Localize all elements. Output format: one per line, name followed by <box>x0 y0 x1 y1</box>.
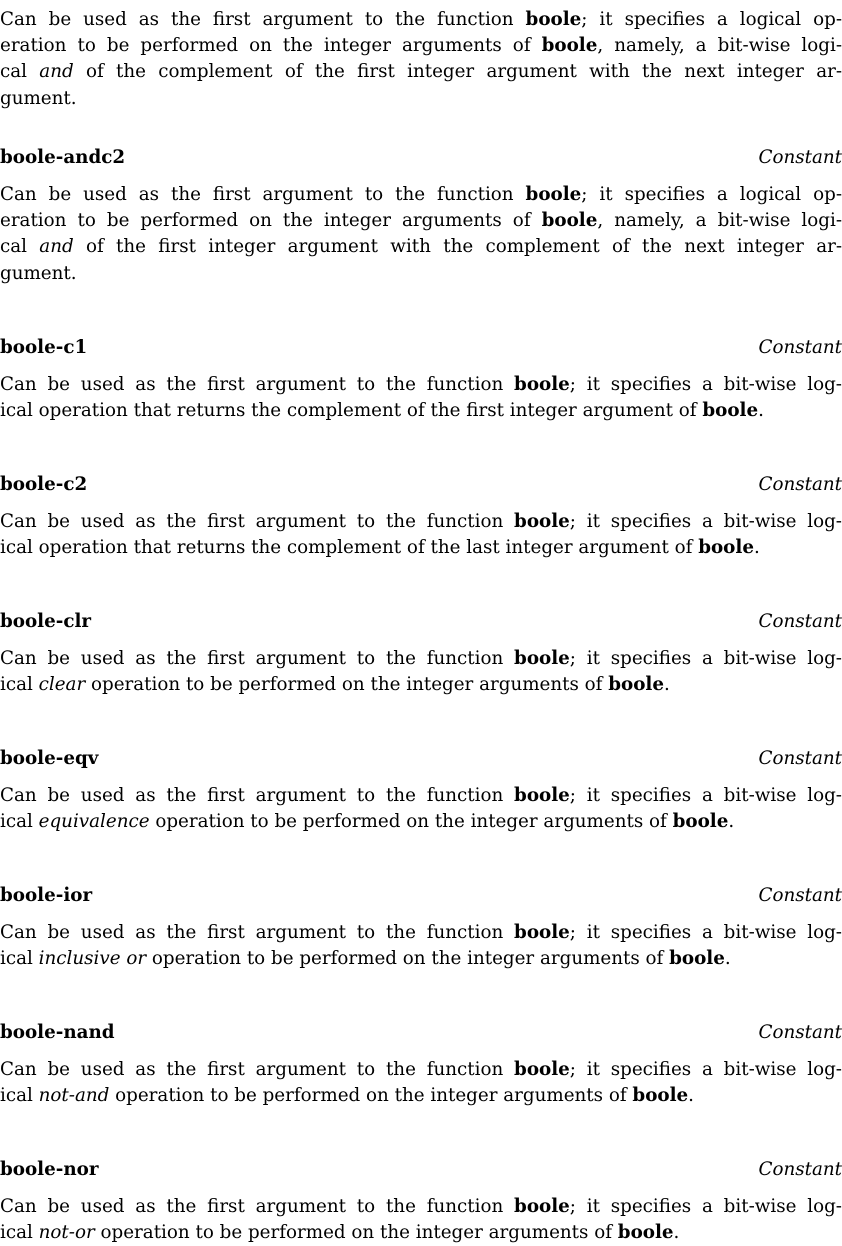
text-line: gument. <box>0 87 77 109</box>
text-line: ical equivalence operation to be performed on the integer arguments of boole. <box>0 811 735 833</box>
entry-name: boole-clr <box>0 611 92 632</box>
entry-boole-eqv <box>0 746 842 835</box>
text-line: Can be used as the first argument to the function boole; it specifies a bit-wise log- <box>0 374 842 395</box>
text-line: eration to be performed on the integer arguments of boole, namely, a bit-wise logi- <box>0 210 842 232</box>
intro-description <box>0 7 842 112</box>
entry-boole-ior <box>0 883 842 972</box>
entry-kind: Constant <box>758 611 842 632</box>
text-line: cal and of the first integer argument with the complement of the next integer ar- <box>0 236 842 258</box>
entry-boole-clr <box>0 609 842 698</box>
entry-description <box>0 1057 842 1109</box>
text-line: Can be used as the first argument to the function boole; it specifies a logical op- <box>0 9 842 30</box>
entry-name: boole-nor <box>0 1159 99 1180</box>
text-line: ical not-or operation to be performed on the integer arguments of boole. <box>0 1222 680 1244</box>
entry-header <box>0 1020 842 1046</box>
text-line: Can be used as the first argument to the function boole; it specifies a bit-wise log- <box>0 1059 842 1080</box>
entry-header <box>0 746 842 772</box>
entry-kind: Constant <box>758 885 842 906</box>
entry-kind: Constant <box>758 337 842 358</box>
entry-kind: Constant <box>758 1159 842 1180</box>
entry-header <box>0 472 842 498</box>
entry-description <box>0 646 842 698</box>
entry-header <box>0 335 842 361</box>
text-line: Can be used as the first argument to the function boole; it specifies a bit-wise log- <box>0 785 842 806</box>
entry-kind: Constant <box>758 1022 842 1043</box>
entry-description <box>0 783 842 835</box>
entry-boole-c2 <box>0 472 842 561</box>
entry-name: boole-eqv <box>0 748 99 769</box>
entry-name: boole-c1 <box>0 337 88 358</box>
text-line: ical operation that returns the complement of the last integer argument of boole. <box>0 537 760 559</box>
entry-name: boole-ior <box>0 885 93 906</box>
entry-description <box>0 920 842 972</box>
text-line: Can be used as the first argument to the function boole; it specifies a bit-wise log- <box>0 922 842 943</box>
entry-kind: Constant <box>758 748 842 769</box>
entry-description <box>0 509 842 561</box>
intro-entry <box>0 7 842 112</box>
text-line: Can be used as the first argument to the function boole; it specifies a logical op- <box>0 184 842 205</box>
text-line: ical clear operation to be performed on the integer arguments of boole. <box>0 674 670 696</box>
text-line: ical operation that returns the complement of the first integer argument of boole. <box>0 400 764 422</box>
text-line: gument. <box>0 262 77 284</box>
text-line: cal and of the complement of the first integer argument with the next integer ar- <box>0 61 842 83</box>
text-line: Can be used as the first argument to the function boole; it specifies a bit-wise log- <box>0 511 842 532</box>
text-line: ical inclusive or operation to be performed on the integer arguments of boole. <box>0 948 731 970</box>
entry-name: boole-andc2 <box>0 147 126 168</box>
entry-header <box>0 1157 842 1183</box>
text-line: ical not-and operation to be performed on the integer arguments of boole. <box>0 1085 694 1107</box>
entry-header <box>0 883 842 909</box>
entry-description <box>0 182 842 287</box>
text-line: eration to be performed on the integer arguments of boole, namely, a bit-wise logi- <box>0 35 842 57</box>
entry-header <box>0 145 842 171</box>
entry-boole-nor <box>0 1157 842 1246</box>
entry-name: boole-nand <box>0 1022 115 1043</box>
text-line: Can be used as the first argument to the function boole; it specifies a bit-wise log- <box>0 648 842 669</box>
entry-description <box>0 1194 842 1246</box>
entry-boole-andc2 <box>0 145 842 287</box>
entry-kind: Constant <box>758 474 842 495</box>
entry-description <box>0 372 842 424</box>
entry-header <box>0 609 842 635</box>
entry-name: boole-c2 <box>0 474 88 495</box>
text-line: Can be used as the first argument to the function boole; it specifies a bit-wise log- <box>0 1196 842 1217</box>
entry-boole-nand <box>0 1020 842 1109</box>
entry-boole-c1 <box>0 335 842 424</box>
entry-kind: Constant <box>758 147 842 168</box>
